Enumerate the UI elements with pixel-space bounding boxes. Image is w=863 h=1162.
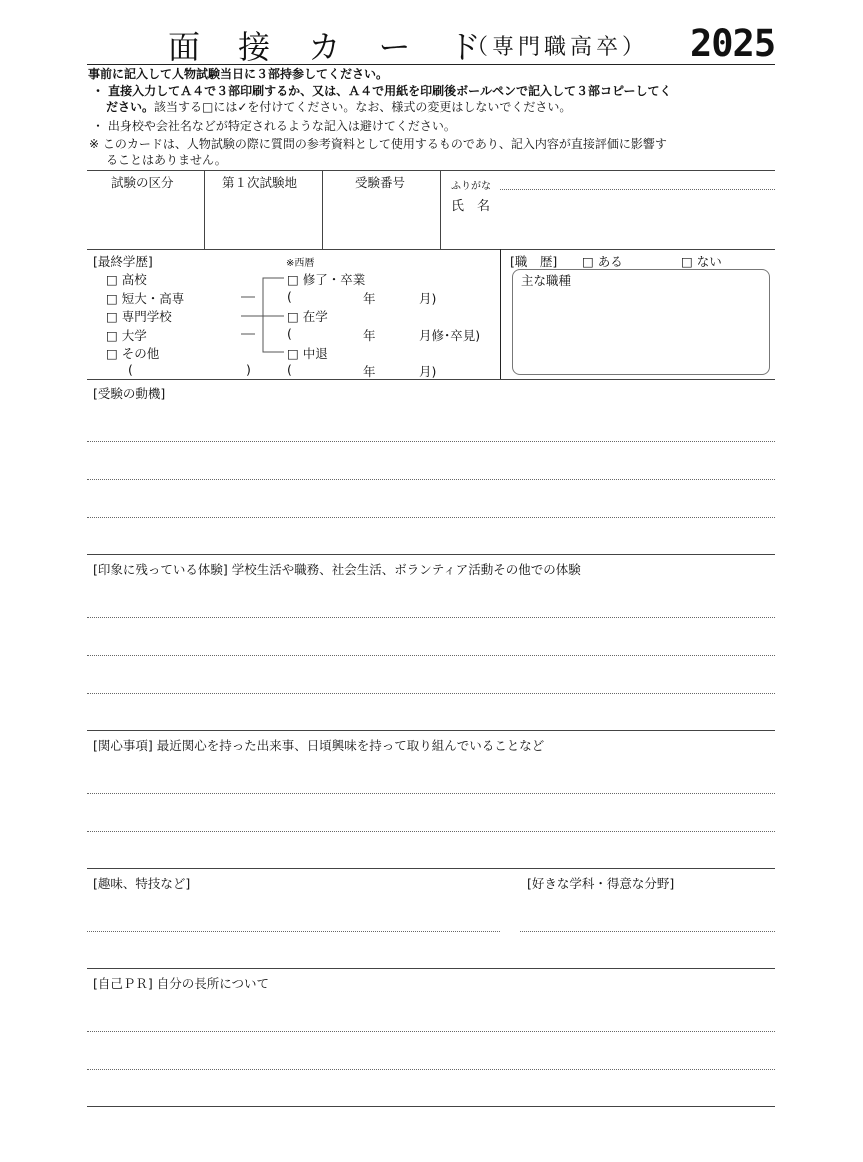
page-subtitle: （専門職高卒） xyxy=(466,35,649,60)
other-paren-close: ) xyxy=(246,362,251,377)
status-dropped-checkbox[interactable]: □ 中退 xyxy=(287,346,328,361)
school-high-school-checkbox[interactable]: □ 高校 xyxy=(106,272,147,287)
header-rule xyxy=(87,64,775,65)
experience-label: [印象に残っている体験] 学校生活や職務、社会生活、ボランティア活動その他での体験 xyxy=(93,562,581,577)
motivation-label: [受験の動機] xyxy=(93,386,166,401)
hobbies-line[interactable] xyxy=(87,931,500,932)
motivation-line[interactable] xyxy=(87,517,775,518)
school-university-checkbox[interactable]: □ 大学 xyxy=(106,328,147,343)
motivation-line[interactable] xyxy=(87,441,775,442)
page-title: 面 接 カ ー ド xyxy=(168,28,495,66)
status-year: 年 xyxy=(363,328,376,343)
motivation-line[interactable] xyxy=(87,479,775,480)
instruction-1: 事前に記入して人物試験当日に３部持参してください。 xyxy=(88,67,389,81)
seireki-note: ※西暦 xyxy=(286,258,315,269)
exam-row-divider xyxy=(322,170,323,249)
instruction-4: ・ 出身校や会社名などが特定されるような記入は避けてください。 xyxy=(92,119,456,133)
other-paren-open: ( xyxy=(128,362,133,377)
career-yes-checkbox[interactable]: □ ある xyxy=(582,254,623,269)
experience-line[interactable] xyxy=(87,693,775,694)
interests-line[interactable] xyxy=(87,793,775,794)
status-paren-open: ( xyxy=(287,289,292,304)
status-year: 年 xyxy=(363,364,376,379)
exam-row-top xyxy=(87,170,775,171)
experience-line[interactable] xyxy=(87,655,775,656)
education-career-divider xyxy=(500,249,501,379)
main-job-label: 主な職種 xyxy=(521,273,572,288)
education-label: [最終学歴] xyxy=(93,254,153,269)
education-bracket-connector xyxy=(238,268,288,362)
instruction-3: ださい。該当する□には✓を付けてください。なお、様式の変更はしないでください。 xyxy=(106,100,572,114)
name-label: 氏 名 xyxy=(451,199,491,214)
interests-line[interactable] xyxy=(87,831,775,832)
experience-line[interactable] xyxy=(87,617,775,618)
experience-section-top xyxy=(87,554,775,555)
status-enrolled-checkbox[interactable]: □ 在学 xyxy=(287,309,328,324)
interests-section-top xyxy=(87,730,775,731)
career-label: [職 歴] xyxy=(510,254,558,269)
status-month: 月) xyxy=(419,291,437,306)
career-no-checkbox[interactable]: □ ない xyxy=(681,254,722,269)
self-pr-line[interactable] xyxy=(87,1069,775,1070)
instruction-6: ることはありません。 xyxy=(106,153,227,167)
school-junior-college-checkbox[interactable]: □ 短大・高専 xyxy=(106,291,185,306)
exam-row-divider xyxy=(440,170,441,249)
instruction-2: ・ 直接入力してＡ４で３部印刷するか、又は、Ａ４で用紙を印刷後ボールペンで記入して３部コピーしてく xyxy=(92,84,672,98)
exam-category-label: 試験の区分 xyxy=(111,175,174,190)
subjects-line[interactable] xyxy=(520,931,775,932)
self-pr-section-top xyxy=(87,968,775,969)
self-pr-line[interactable] xyxy=(87,1031,775,1032)
status-month: 月) xyxy=(419,364,437,379)
status-month-expected: 月修･卒見) xyxy=(419,328,481,343)
furigana-label: ふりがな xyxy=(451,181,491,192)
furigana-line xyxy=(500,189,775,190)
year-label: 2025 xyxy=(690,22,776,65)
hobbies-section-top xyxy=(87,868,775,869)
school-vocational-checkbox[interactable]: □ 専門学校 xyxy=(106,309,172,324)
form-bottom-rule xyxy=(87,1106,775,1107)
self-pr-label: [自己ＰＲ] 自分の長所について xyxy=(93,976,269,991)
exam-row-divider xyxy=(204,170,205,249)
interests-label: [関心事項] 最近関心を持った出来事、日頃興味を持って取り組んでいることなど xyxy=(93,738,545,753)
school-other-checkbox[interactable]: □ その他 xyxy=(106,346,160,361)
first-exam-site-label: 第１次試験地 xyxy=(222,175,298,190)
motivation-section-top xyxy=(87,379,775,380)
status-graduated-checkbox[interactable]: □ 修了・卒業 xyxy=(287,272,366,287)
hobbies-label: [趣味、特技など] xyxy=(93,876,191,891)
subjects-label: [好きな学科・得意な分野] xyxy=(527,876,675,891)
status-paren-open: ( xyxy=(287,326,292,341)
instruction-5: ※ このカードは、人物試験の際に質問の参考資料として使用するものであり、記入内容が直接評価に影響す xyxy=(89,137,667,151)
education-row-top xyxy=(87,249,775,250)
status-year: 年 xyxy=(363,291,376,306)
status-paren-open: ( xyxy=(287,362,292,377)
exam-number-label: 受験番号 xyxy=(355,175,406,190)
